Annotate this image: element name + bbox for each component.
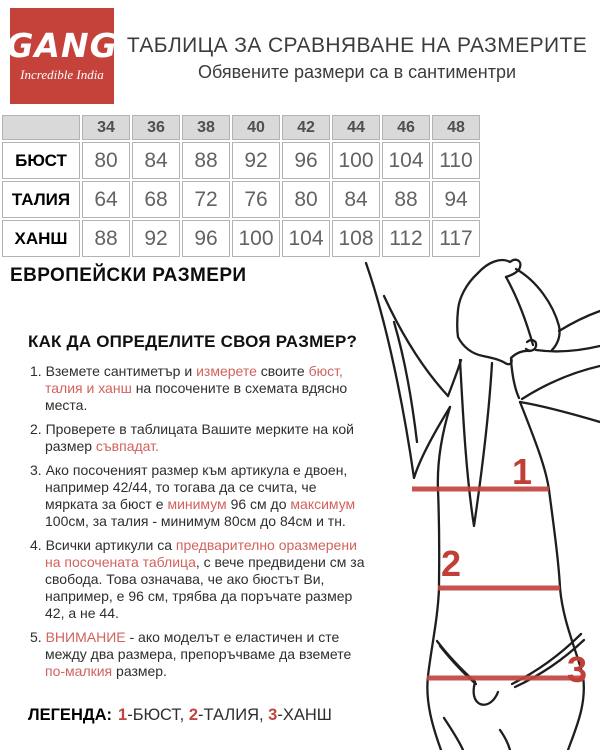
legend-entry [268,706,332,724]
size-value-cell: 104 [382,142,430,179]
size-value-cell: 84 [132,142,180,179]
size-value-cell: 100 [232,220,280,257]
howto-item [30,462,368,530]
legend [28,706,332,725]
size-column-header: 38 [182,115,230,140]
howto-item [30,421,368,455]
howto-heading: КАК ДА ОПРЕДЕЛИТЕ СВОЯ РАЗМЕР? [28,332,358,351]
right-forearm-top [559,311,600,331]
size-column-header: 44 [332,115,380,140]
bikini-bottom-curve [474,682,498,705]
size-table [0,113,482,259]
size-value-cell: 88 [382,181,430,218]
table-corner-cell [2,115,80,140]
figure-illustration [360,250,600,750]
section-heading: ЕВРОПЕЙСКИ РАЗМЕРИ [10,265,247,286]
size-value-cell: 112 [382,220,430,257]
size-value-cell: 84 [332,181,380,218]
size-column-header: 48 [432,115,480,140]
howto-item [30,537,368,622]
size-value-cell: 80 [82,142,130,179]
page-header [116,34,598,83]
howto-highlight: измерете [196,363,257,379]
neck-line [511,360,519,398]
howto-text: 96 см до [226,496,291,512]
bust-marker-number: 1 [511,451,533,492]
howto-text: своите [256,363,309,379]
waist-marker-number: 2 [440,543,462,584]
size-table-header-row [2,115,480,140]
head-outline [457,273,530,364]
howto-text: 4. Всички артикули са [30,537,176,553]
size-value-cell: 104 [282,220,330,257]
brand-name: GANG [6,26,118,65]
size-value-cell: 92 [232,142,280,179]
size-value-cell: 68 [132,181,180,218]
size-table-body [2,142,480,257]
page-subtitle: Обявените размери са в сантиментри [197,62,517,82]
measurement-row [2,181,480,218]
size-column-header: 34 [82,115,130,140]
howto-text: размер. [112,663,167,679]
size-value-cell: 80 [282,181,330,218]
right-inner-leg [500,730,510,750]
brand-tagline: Incredible India [20,67,104,82]
legend-label: ЛЕГЕНДА: [28,706,113,724]
legend-entry-number: 3 [268,706,278,724]
howto-text: на посочените в схемата вдясно места. [45,380,348,413]
howto-text: 1. Вземете сантиметър и [30,363,197,379]
measurement-row [2,142,480,179]
legend-entry [189,706,268,724]
size-value-cell: 110 [432,142,480,179]
right-forearm-bottom [536,346,600,351]
hair-right-side [516,269,560,350]
howto-highlight: ВНИМАНИЕ [45,629,126,645]
ponytail [460,360,492,526]
size-value-cell: 96 [182,220,230,257]
left-inner-leg [444,718,463,750]
size-value-cell: 94 [432,181,480,218]
woman-line-art [360,250,600,750]
size-value-cell: 76 [232,181,280,218]
right-upperarm-bottom [520,402,600,422]
size-value-cell: 117 [432,220,480,257]
howto-text: 2. Проверете в таблицата Вашите мерките на кой размер [30,421,354,454]
size-column-header: 42 [282,115,330,140]
size-value-cell: 64 [82,181,130,218]
size-value-cell: 72 [182,181,230,218]
hair-top-swoosh [478,260,520,277]
size-value-cell: 88 [82,220,130,257]
legend-entry-name: -ХАНШ [277,706,332,724]
row-label: ТАЛИЯ [2,181,80,218]
legend-entry-number: 1 [118,706,128,724]
brand-logo [6,8,118,104]
legend-entries [118,706,332,724]
right-upperarm-top [522,366,600,399]
howto-highlight: максимум [290,496,356,512]
page-title: ТАБЛИЦА ЗА СРАВНЯВАНЕ НА РАЗМЕРИТЕ [126,34,588,57]
howto-text: 3. Ако посоченият размер към артикула е двоен, например 42/44, то тогава да се счита, че мярката за бюст е [30,462,348,512]
size-column-header: 36 [132,115,180,140]
hips-marker-number: 3 [566,649,588,690]
legend-entry-name: -ТАЛИЯ, [198,706,269,724]
size-column-header: 40 [232,115,280,140]
howto-item [30,363,368,414]
legend-entry-name: -БЮСТ, [127,706,189,724]
size-table-wrap [0,113,482,259]
howto-highlight: по-малкия [45,663,113,679]
size-value-cell: 100 [332,142,380,179]
howto-list [30,363,368,687]
legend-entry-number: 2 [188,706,198,724]
row-label: ХАНШ [2,220,80,257]
howto-highlight: бюст, талия и ханш [45,363,343,396]
size-value-cell: 96 [282,142,330,179]
left-arm-outline [366,263,450,478]
hair-part-line [506,277,533,345]
howto-text: 100см, за талия - минимум 80см до 84см и тн. [45,513,346,529]
size-column-header: 46 [382,115,430,140]
howto-text: - ако моделът е еластичен и сте между два размера, препоръчваме да вземете [45,629,352,662]
legend-entry [118,706,189,724]
row-label: БЮСТ [2,142,80,179]
howto-item [30,629,368,680]
size-value-cell: 88 [182,142,230,179]
howto-text: 5. [30,629,46,645]
howto-highlight: съвпадат. [95,438,159,454]
left-forearm-line [384,296,448,396]
left-hand-line [448,360,461,396]
size-value-cell: 108 [332,220,380,257]
size-value-cell: 92 [132,220,180,257]
howto-text: , с вече предвидени см за свобода. Това означава, че ако бюстът Ви, например, е 96 см, трябва да поръчате размер 42, а не 44. [45,554,365,621]
howto-highlight: минимум [167,496,227,512]
howto-highlight: предварително оразмерени на посочената таблица [45,537,357,570]
